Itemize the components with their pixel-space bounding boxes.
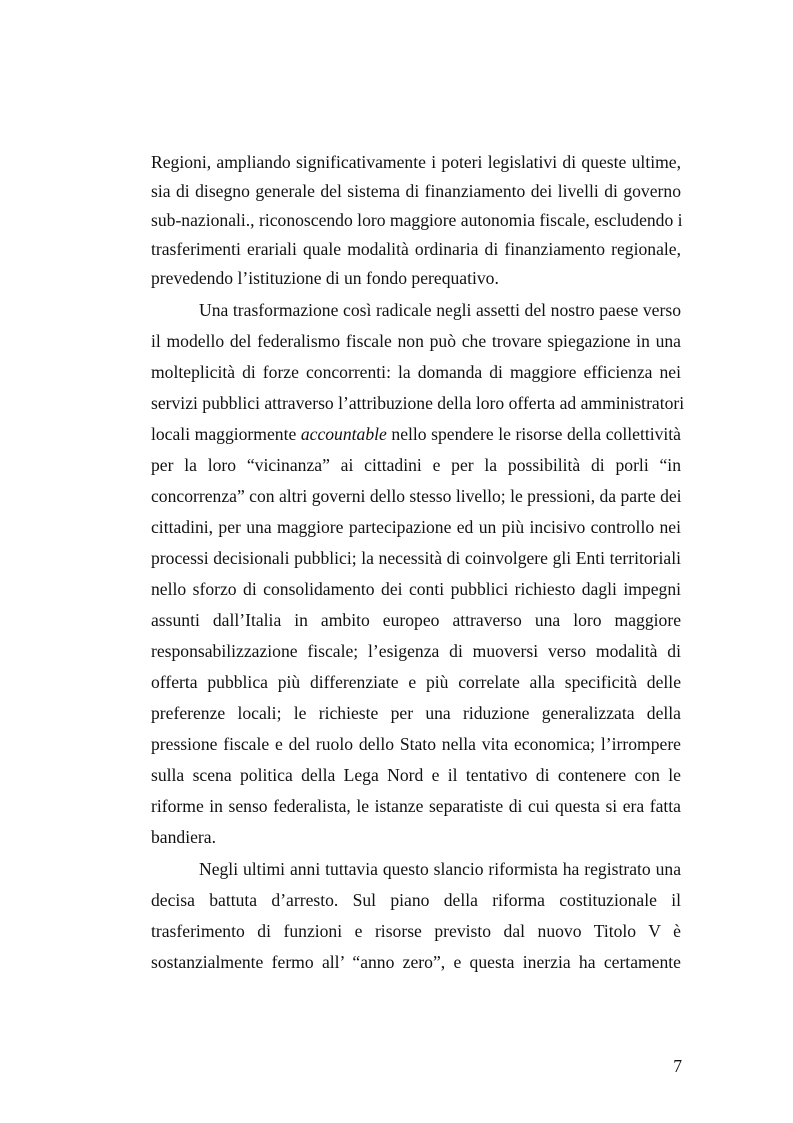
text-line: processi decisionali pubblici; la necessità di coinvolgere gli Enti territoriali — [151, 548, 681, 568]
text-line: prevedendo l’istituzione di un fondo perequativo. — [151, 268, 499, 288]
text-line: bandiera. — [151, 827, 216, 847]
text-line: nello sforzo di consolidamento dei conti pubblici richiesto dagli impegni — [151, 579, 681, 599]
text-line: responsabilizzazione fiscale; l’esigenza di muoversi verso modalità di — [151, 641, 681, 661]
text-line: trasferimenti erariali quale modalità ordinaria di finanziamento regionale, — [151, 239, 681, 259]
text-line: per la loro “vicinanza” ai cittadini e per la possibilità di porli “in — [151, 455, 681, 475]
text-line: Negli ultimi anni tuttavia questo slancio riformista ha registrato una — [199, 859, 681, 879]
text-line: pressione fiscale e del ruolo dello Stato nella vita economica; l’irrompere — [151, 734, 681, 754]
text-line: riforme in senso federalista, le istanze separatiste di cui questa si era fatta — [151, 796, 681, 816]
text-line: assunti dall’Italia in ambito europeo attraverso una loro maggiore — [151, 610, 681, 630]
text-run: locali maggiormente — [151, 424, 301, 444]
page-number: 7 — [673, 1056, 682, 1076]
text-line: sulla scena politica della Lega Nord e il tentativo di contenere con le — [151, 765, 681, 785]
text-line: sia di disegno generale del sistema di finanziamento dei livelli di governo — [151, 181, 681, 201]
text-line: preferenze locali; le richieste per una riduzione generalizzata della — [151, 703, 681, 723]
text-line: decisa battuta d’arresto. Sul piano della riforma costituzionale il — [151, 890, 681, 910]
text-line: molteplicità di forze concorrenti: la domanda di maggiore efficienza nei — [151, 362, 681, 382]
text-line: Regioni, ampliando significativamente i poteri legislativi di queste ultime, — [151, 152, 681, 172]
text-line: trasferimento di funzioni e risorse previsto dal nuovo Titolo V è — [151, 921, 681, 941]
text-line: sub-nazionali., riconoscendo loro maggiore autonomia fiscale, escludendo i — [151, 210, 683, 230]
text-line: offerta pubblica più differenziate e più correlate alla specificità delle — [151, 672, 681, 692]
text-line: il modello del federalismo fiscale non può che trovare spiegazione in una — [151, 331, 681, 351]
text-line: servizi pubblici attraverso l’attribuzione della loro offerta ad amministratori — [151, 393, 685, 413]
text-line: Una trasformazione così radicale negli assetti del nostro paese verso — [199, 300, 681, 320]
text-line: sostanzialmente fermo all’ “anno zero”, e questa inerzia ha certamente — [151, 952, 681, 972]
text-run: nello spendere le risorse della collettività — [386, 424, 681, 444]
text-line: cittadini, per una maggiore partecipazione ed un più incisivo controllo nei — [151, 517, 681, 537]
italic-term: accountable — [300, 424, 387, 444]
text-line-with-italic — [151, 424, 681, 444]
text-line: concorrenza” con altri governi dello stesso livello; le pressioni, da parte dei — [151, 486, 682, 506]
